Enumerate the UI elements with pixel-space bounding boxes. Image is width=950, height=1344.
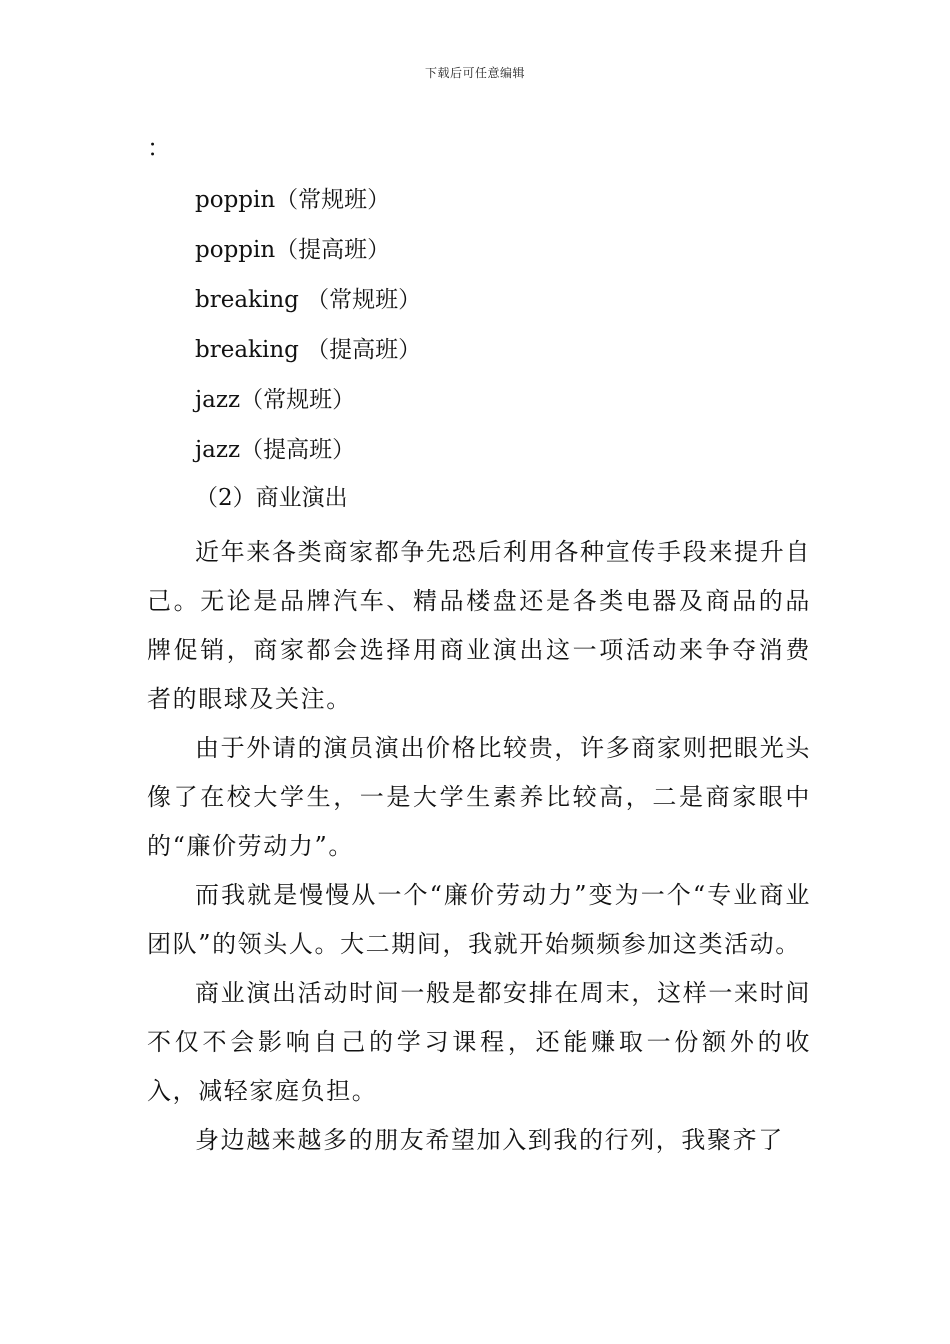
class-list <box>195 180 421 480</box>
class-item: breaking （提高班） <box>195 337 422 363</box>
class-item: jazz（常规班） <box>195 387 356 413</box>
section-heading: （2）商业演出 <box>195 485 348 511</box>
paragraph: 而我就是慢慢从一个“廉价劳动力”变为一个“专业商业团队”的领头人。大二期间，我就开始频频参加这类活动。 <box>147 881 811 958</box>
paragraph: 近年来各类商家都争先恐后利用各种宣传手段来提升自己。无论是品牌汽车、精品楼盘还是各类电器及商品的品牌促销，商家都会选择用商业演出这一项活动来争夺消费者的眼球及关注。 <box>147 538 811 713</box>
class-item: poppin（提高班） <box>195 237 391 263</box>
class-item: poppin（常规班） <box>195 187 391 213</box>
class-item: jazz（提高班） <box>195 437 356 463</box>
body-text <box>147 528 811 1165</box>
leading-colon: ： <box>147 134 171 162</box>
class-item: breaking （常规班） <box>195 287 422 313</box>
paragraph: 由于外请的演员演出价格比较贵，许多商家则把眼光头像了在校大学生，一是大学生素养比较高，二是商家眼中的“廉价劳动力”。 <box>147 734 811 860</box>
paragraph: 商业演出活动时间一般是都安排在周末，这样一来时间不仅不会影响自己的学习课程，还能赚取一份额外的收入，减轻家庭负担。 <box>147 979 811 1105</box>
page-header: 下载后可任意编辑 <box>424 66 525 80</box>
paragraph: 身边越来越多的朋友希望加入到我的行列，我聚齐了 <box>195 1126 784 1154</box>
